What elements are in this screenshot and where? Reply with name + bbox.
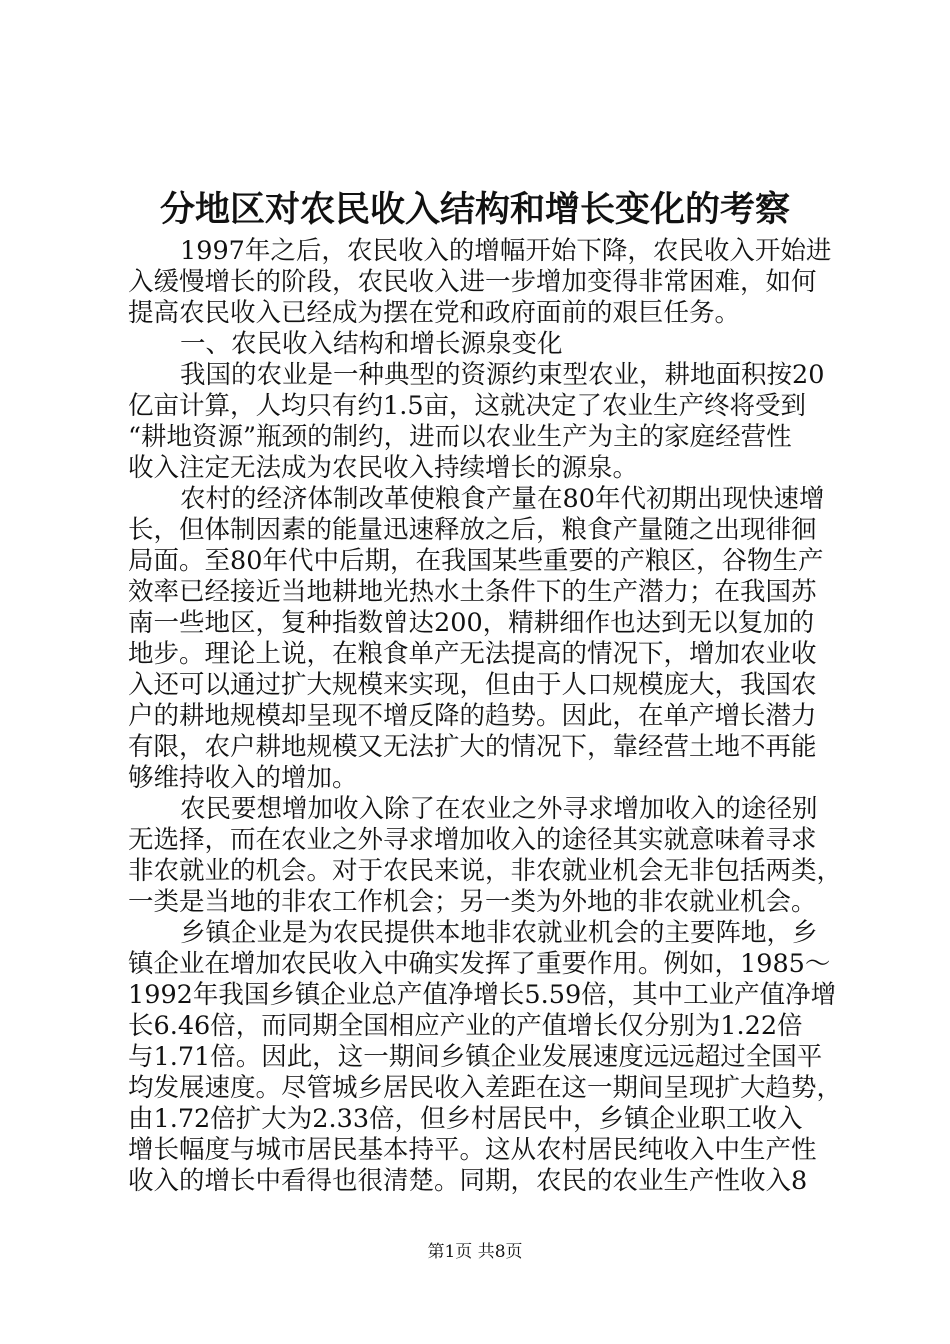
text-line: 非农就业的机会。对于农民来说，非农就业机会无非包括两类， xyxy=(128,856,843,886)
text-line: 一类是当地的非农工作机会；另一类为外地的非农就业机会。 xyxy=(128,887,817,917)
text-line: 户的耕地规模却呈现不增反降的趋势。因此，在单产增长潜力 xyxy=(128,701,817,731)
page-footer: 第1页 共8页 xyxy=(427,1242,523,1262)
document-title: 分地区对农民收入结构和增长变化的考察 xyxy=(159,189,790,230)
text-line: 效率已经接近当地耕地光热水土条件下的生产潜力；在我国苏 xyxy=(128,577,817,607)
text-line: 够维持收入的增加。 xyxy=(128,763,358,793)
text-line: 亿亩计算，人均只有约1.5亩，这就决定了农业生产终将受到 xyxy=(128,391,807,421)
text-line: 增长幅度与城市居民基本持平。这从农村居民纯收入中生产性 xyxy=(128,1135,817,1165)
text-line: 南一些地区，复种指数曾达200，精耕细作也达到无以复加的 xyxy=(128,608,815,638)
text-line: 乡镇企业是为农民提供本地非农就业机会的主要阵地，乡 xyxy=(180,918,818,948)
text-line: “耕地资源”瓶颈的制约，进而以农业生产为主的家庭经营性 xyxy=(128,422,792,452)
text-line: 局面。至80年代中后期，在我国某些重要的产粮区，谷物生产 xyxy=(128,546,824,576)
document-body xyxy=(128,236,843,1197)
text-line: 一、农民收入结构和增长源泉变化 xyxy=(180,329,563,359)
text-line: 农村的经济体制改革使粮食产量在80年代初期出现快速增 xyxy=(180,484,825,514)
text-line: 入缓慢增长的阶段，农民收入进一步增加变得非常困难，如何 xyxy=(128,267,817,297)
text-line: 入还可以通过扩大规模来实现，但由于人口规模庞大，我国农 xyxy=(128,670,817,700)
text-line: 与1.71倍。因此，这一期间乡镇企业发展速度远远超过全国平 xyxy=(128,1042,823,1072)
text-line: 长，但体制因素的能量迅速释放之后，粮食产量随之出现徘徊 xyxy=(128,515,817,545)
text-line: 有限，农户耕地规模又无法扩大的情况下，靠经营土地不再能 xyxy=(128,732,817,762)
text-line: 由1.72倍扩大为2.33倍，但乡村居民中，乡镇企业职工收入 xyxy=(128,1104,803,1134)
text-line: 我国的农业是一种典型的资源约束型农业，耕地面积按20 xyxy=(180,360,825,390)
text-line: 农民要想增加收入除了在农业之外寻求增加收入的途径别 xyxy=(180,794,818,824)
text-line: 长6.46倍，而同期全国相应产业的产值增长仅分别为1.22倍 xyxy=(128,1011,803,1041)
text-line: 提高农民收入已经成为摆在党和政府面前的艰巨任务。 xyxy=(128,298,741,328)
text-line: 1997年之后，农民收入的增幅开始下降，农民收入开始进 xyxy=(180,236,832,266)
text-line: 均发展速度。尽管城乡居民收入差距在这一期间呈现扩大趋势， xyxy=(128,1073,843,1103)
text-line: 1992年我国乡镇企业总产值净增长5.59倍，其中工业产值净增 xyxy=(128,980,837,1010)
text-line: 收入的增长中看得也很清楚。同期，农民的农业生产性收入8 xyxy=(128,1166,808,1196)
text-line: 收入注定无法成为农民收入持续增长的源泉。 xyxy=(128,453,639,483)
text-line: 镇企业在增加农民收入中确实发挥了重要作用。例如，1985～ xyxy=(128,949,831,979)
text-line: 地步。理论上说，在粮食单产无法提高的情况下，增加农业收 xyxy=(128,639,817,669)
text-line: 无选择，而在农业之外寻求增加收入的途径其实就意味着寻求 xyxy=(128,825,817,855)
